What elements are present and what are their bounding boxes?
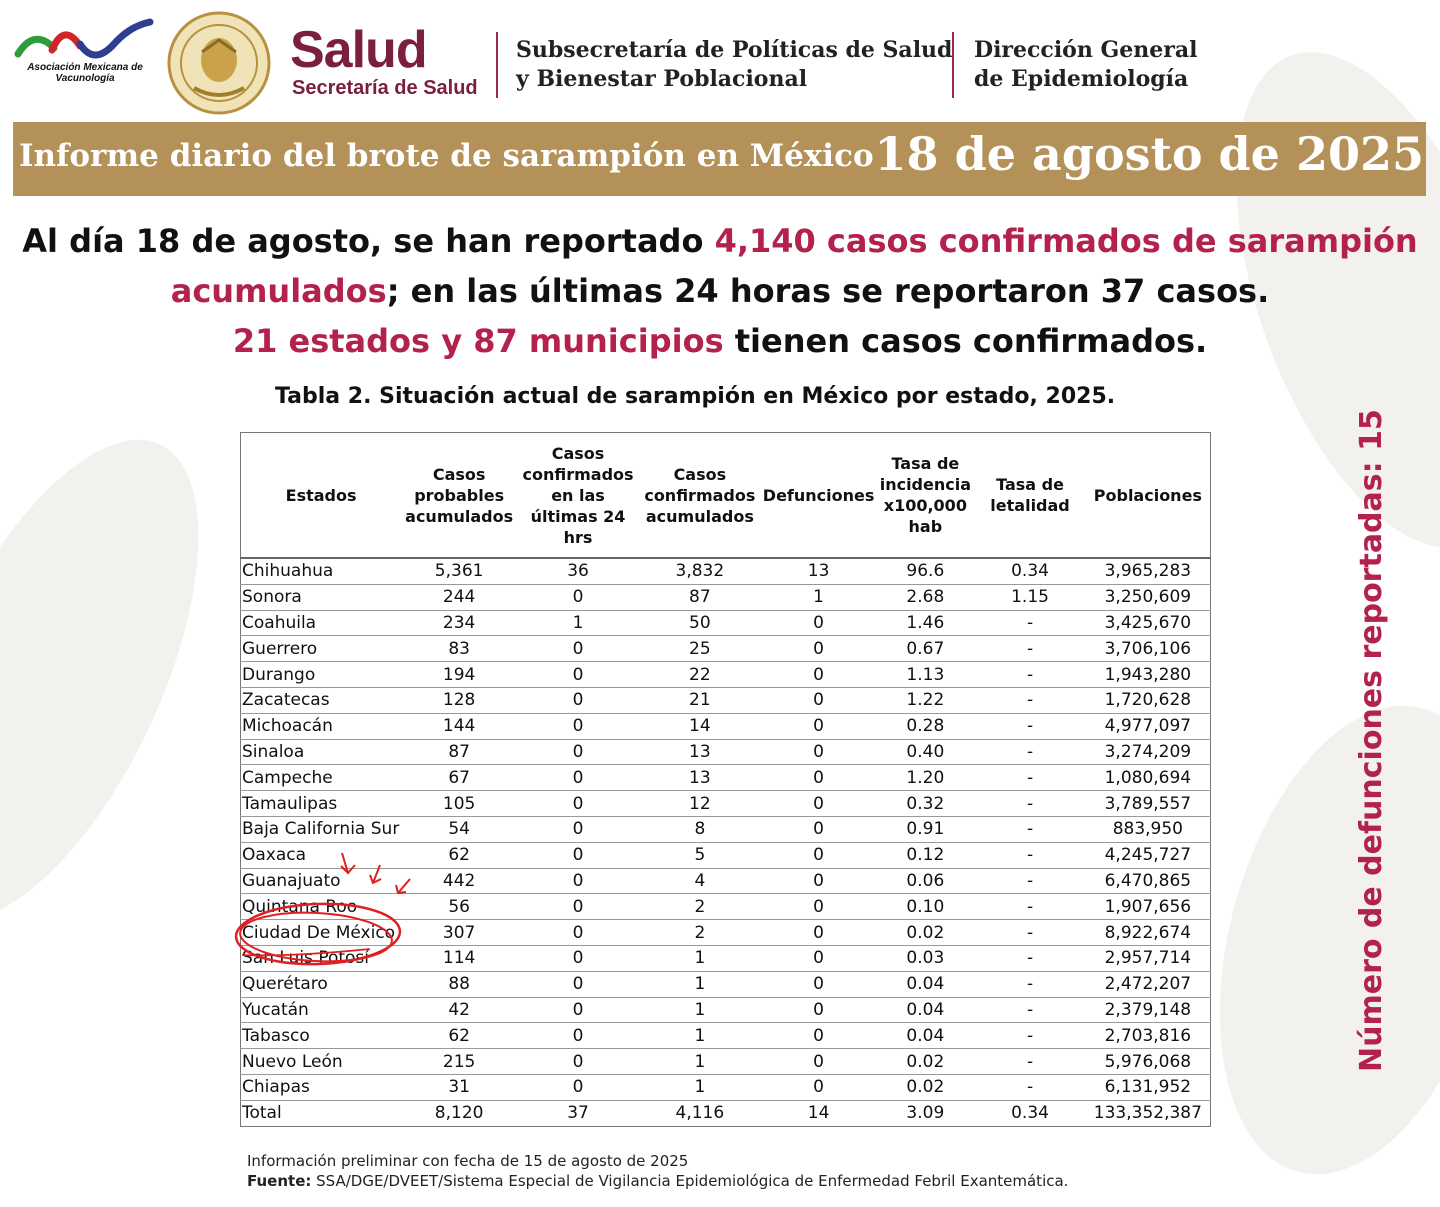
- table-title: Tabla 2. Situación actual de sarampión en México por estado, 2025.: [275, 384, 1116, 409]
- table-cell: 0: [761, 920, 877, 946]
- table-cell: 1: [517, 610, 639, 636]
- table-cell: 3,832: [639, 558, 761, 584]
- state-name-cell: Tabasco: [241, 1023, 402, 1049]
- table-cell: 0: [517, 1074, 639, 1100]
- table-cell: 1,907,656: [1086, 894, 1211, 920]
- state-name-cell: Sonora: [241, 584, 402, 610]
- table-cell: 0: [761, 687, 877, 713]
- table-header-row: [241, 433, 1211, 559]
- table-cell: -: [974, 791, 1085, 817]
- column-header: Casos confirmados acumulados: [639, 433, 761, 559]
- column-header: Tasa de letalidad: [974, 433, 1085, 559]
- table-row: [241, 558, 1211, 584]
- divider: [952, 32, 954, 98]
- table-cell: -: [974, 765, 1085, 791]
- table-cell: 83: [401, 636, 517, 662]
- table-cell: 194: [401, 662, 517, 688]
- table-cell: 6,470,865: [1086, 868, 1211, 894]
- table-cell: 0.34: [974, 558, 1085, 584]
- table-row: [241, 816, 1211, 842]
- table-cell: 1: [639, 945, 761, 971]
- table-cell: 114: [401, 945, 517, 971]
- table-cell: 442: [401, 868, 517, 894]
- table-cell: 0.28: [876, 713, 974, 739]
- table-cell: -: [974, 920, 1085, 946]
- total-cell: 133,352,387: [1093, 1103, 1202, 1124]
- table-cell: 0: [517, 997, 639, 1023]
- table-cell: 0: [761, 868, 877, 894]
- table-cell: 3,274,209: [1086, 739, 1211, 765]
- table-cell: -: [974, 662, 1085, 688]
- table-cell: -: [974, 1074, 1085, 1100]
- table-cell: 22: [639, 662, 761, 688]
- table-cell: 87: [639, 584, 761, 610]
- table-cell: 6,131,952: [1086, 1074, 1211, 1100]
- table-cell: -: [974, 894, 1085, 920]
- table-cell: 0: [517, 945, 639, 971]
- amv-name: Asociación Mexicana de Vacunología: [27, 62, 143, 84]
- table-cell: 244: [401, 584, 517, 610]
- table-cell: 883,950: [1086, 816, 1211, 842]
- background-leaf: [0, 398, 260, 962]
- table-cell: 12: [639, 791, 761, 817]
- table-cell: 0: [517, 713, 639, 739]
- table-cell: 0.04: [876, 997, 974, 1023]
- table-cell: 0: [761, 945, 877, 971]
- table-cell: 0: [761, 1049, 877, 1075]
- state-name-cell: Baja California Sur: [241, 816, 402, 842]
- state-name-cell: Querétaro: [241, 971, 402, 997]
- total-label-cell: Total: [242, 1103, 282, 1124]
- table-cell: 62: [401, 1023, 517, 1049]
- table-cell: -: [974, 868, 1085, 894]
- table-cell: 0: [761, 739, 877, 765]
- total-cell: 14: [807, 1103, 830, 1124]
- table-cell: -: [974, 816, 1085, 842]
- divider: [496, 32, 498, 98]
- table-cell: 13: [761, 558, 877, 584]
- table-cell: 2: [639, 920, 761, 946]
- report-banner: [13, 122, 1426, 196]
- table-cell: 3,425,670: [1086, 610, 1211, 636]
- table-cell: 0.12: [876, 842, 974, 868]
- state-name-cell: Nuevo León: [241, 1049, 402, 1075]
- total-cell: 0.34: [1011, 1103, 1049, 1124]
- column-header: Casos confirmados en las últimas 24 hrs: [517, 433, 639, 559]
- total-cell: 4,116: [675, 1103, 725, 1124]
- table-cell: 105: [401, 791, 517, 817]
- column-header: Casos probables acumulados: [401, 433, 517, 559]
- table-row: [241, 997, 1211, 1023]
- table-cell: 67: [401, 765, 517, 791]
- table-cell: 2,472,207: [1086, 971, 1211, 997]
- table-cell: -: [974, 636, 1085, 662]
- table-cell: 0: [517, 816, 639, 842]
- deaths-side-note: Número de defunciones reportadas: 15: [1354, 409, 1389, 1072]
- direccion-name: Dirección General de Epidemiología: [974, 37, 1198, 92]
- table-cell: 0: [517, 791, 639, 817]
- table-cell: 4,245,727: [1086, 842, 1211, 868]
- table-row: [241, 1049, 1211, 1075]
- table-cell: 0.04: [876, 971, 974, 997]
- header: [0, 0, 1440, 120]
- table-cell: 0: [517, 662, 639, 688]
- table-row: [241, 739, 1211, 765]
- table-cell: 4,977,097: [1086, 713, 1211, 739]
- table-cell: 0: [517, 687, 639, 713]
- table-cell: -: [974, 610, 1085, 636]
- table-cell: 0: [761, 997, 877, 1023]
- table-cell: 21: [639, 687, 761, 713]
- table-cell: 0: [517, 971, 639, 997]
- table-cell: -: [974, 1049, 1085, 1075]
- table-row: [241, 662, 1211, 688]
- table-cell: 96.6: [876, 558, 974, 584]
- table-cell: 1.46: [876, 610, 974, 636]
- table-cell: 1,943,280: [1086, 662, 1211, 688]
- table-cell: 144: [401, 713, 517, 739]
- table-cell: 3,250,609: [1086, 584, 1211, 610]
- table-cell: 3,789,557: [1086, 791, 1211, 817]
- table-cell: -: [974, 1023, 1085, 1049]
- table-cell: 307: [401, 920, 517, 946]
- table-cell: 0: [517, 1049, 639, 1075]
- state-name-cell: Durango: [241, 662, 402, 688]
- table-cell: 0: [761, 842, 877, 868]
- state-name-cell: San Luis Potosí: [241, 945, 402, 971]
- table-row: [241, 765, 1211, 791]
- table-cell: 0: [761, 971, 877, 997]
- table-row: [241, 636, 1211, 662]
- table-cell: 0: [517, 920, 639, 946]
- table-cell: 0.91: [876, 816, 974, 842]
- state-name-cell: Tamaulipas: [241, 791, 402, 817]
- table-cell: 50: [639, 610, 761, 636]
- table-cell: 0: [517, 868, 639, 894]
- state-name-cell: Oaxaca: [241, 842, 402, 868]
- table-row: [241, 842, 1211, 868]
- table-cell: 0: [517, 765, 639, 791]
- table-cell: 0: [761, 1023, 877, 1049]
- table-cell: -: [974, 842, 1085, 868]
- table-cell: -: [974, 713, 1085, 739]
- column-header: Estados: [241, 433, 402, 559]
- state-name-cell: Zacatecas: [241, 687, 402, 713]
- column-header: Tasa de incidencia x100,000 hab: [876, 433, 974, 559]
- table-cell: 0: [517, 636, 639, 662]
- table-cell: -: [974, 739, 1085, 765]
- table-cell: 5,976,068: [1086, 1049, 1211, 1075]
- table-cell: 4: [639, 868, 761, 894]
- table-row: [241, 945, 1211, 971]
- table-cell: 0: [761, 662, 877, 688]
- salud-logo-subtitle: Secretaría de Salud: [292, 77, 478, 99]
- table-cell: 54: [401, 816, 517, 842]
- table-cell: 8: [639, 816, 761, 842]
- table-cell: 1.13: [876, 662, 974, 688]
- state-name-cell: Coahuila: [241, 610, 402, 636]
- table-cell: 14: [639, 713, 761, 739]
- table-cell: 5,361: [401, 558, 517, 584]
- table-cell: 0.02: [876, 1074, 974, 1100]
- table-cell: 1,080,694: [1086, 765, 1211, 791]
- table-cell: 0: [517, 842, 639, 868]
- table-cell: 1: [639, 1049, 761, 1075]
- table-cell: 5: [639, 842, 761, 868]
- state-name-cell: Chiapas: [241, 1074, 402, 1100]
- table-cell: 0: [761, 816, 877, 842]
- background-leaf: [1172, 675, 1440, 1206]
- table-cell: 0.02: [876, 920, 974, 946]
- table-row: [241, 791, 1211, 817]
- table-cell: 0: [761, 791, 877, 817]
- table-cell: 0: [761, 610, 877, 636]
- table-row: [241, 971, 1211, 997]
- table-cell: 3,965,283: [1086, 558, 1211, 584]
- salud-logo-title: Salud: [290, 21, 427, 79]
- table-row: [241, 1023, 1211, 1049]
- table-cell: 88: [401, 971, 517, 997]
- table-cell: 234: [401, 610, 517, 636]
- table-cell: 0.06: [876, 868, 974, 894]
- table-cell: 0: [761, 636, 877, 662]
- table-cell: 0: [761, 765, 877, 791]
- table-cell: 0: [517, 894, 639, 920]
- table-cell: 25: [639, 636, 761, 662]
- banner-title: Informe diario del brote de sarampión en México: [19, 138, 874, 174]
- table-row: [241, 894, 1211, 920]
- table-cell: 1,720,628: [1086, 687, 1211, 713]
- table-cell: 0.02: [876, 1049, 974, 1075]
- column-header: Poblaciones: [1086, 433, 1211, 559]
- table-cell: 0: [517, 584, 639, 610]
- table-cell: 0.04: [876, 1023, 974, 1049]
- table-row: [241, 868, 1211, 894]
- state-name-cell: Sinaloa: [241, 739, 402, 765]
- table-cell: 1: [761, 584, 877, 610]
- table-cell: 0: [761, 894, 877, 920]
- state-name-cell: Guerrero: [241, 636, 402, 662]
- table-cell: 2,379,148: [1086, 997, 1211, 1023]
- table-cell: -: [974, 945, 1085, 971]
- table-cell: 1.20: [876, 765, 974, 791]
- table-cell: 1: [639, 1023, 761, 1049]
- table-cell: 0: [517, 1023, 639, 1049]
- table-cell: 13: [639, 739, 761, 765]
- table-cell: 2.68: [876, 584, 974, 610]
- table-cell: 215: [401, 1049, 517, 1075]
- table-cell: 0.67: [876, 636, 974, 662]
- table-row: [241, 610, 1211, 636]
- table-cell: 0.03: [876, 945, 974, 971]
- table-cell: 1: [639, 971, 761, 997]
- table-cell: 42: [401, 997, 517, 1023]
- state-name-cell: Chihuahua: [241, 558, 402, 584]
- state-name-cell: Michoacán: [241, 713, 402, 739]
- table-row: [241, 584, 1211, 610]
- total-cell: 8,120: [434, 1103, 484, 1124]
- table-cell: 2,957,714: [1086, 945, 1211, 971]
- highlight-states-municipalities: 21 estados y 87 municipios: [232, 322, 724, 360]
- subsecretaria-name: Subsecretaría de Políticas de Salud y Bienestar Poblacional: [516, 37, 953, 92]
- table-row: [241, 1074, 1211, 1100]
- table-cell: 1.22: [876, 687, 974, 713]
- table-cell: 0.32: [876, 791, 974, 817]
- table-cell: 0.10: [876, 894, 974, 920]
- table-cell: 56: [401, 894, 517, 920]
- table-cell: 1: [639, 1074, 761, 1100]
- headline-summary: Al día 18 de agosto, se han reportado 4,140 casos confirmados de sarampión acumulados; en las últimas 24 horas se reportaron 37 casos. 21 estados y 87 municipios tienen casos confirmados.: [22, 222, 1418, 360]
- footnote-source: Fuente: SSA/DGE/DVEET/Sistema Especial de Vigilancia Epidemiológica de Enfermedad Febril Exantemática.: [247, 1172, 1069, 1190]
- table-cell: 62: [401, 842, 517, 868]
- mexico-seal-icon: [164, 10, 274, 116]
- state-name-cell: Quintana Roo: [241, 894, 402, 920]
- table-cell: 8,922,674: [1086, 920, 1211, 946]
- table-cell: 1: [639, 997, 761, 1023]
- highlight-confirmed-cases: 4,140 casos confirmados de sarampión acumulados: [170, 222, 1418, 310]
- total-cell: 37: [567, 1103, 589, 1124]
- table-cell: 0.40: [876, 739, 974, 765]
- table-row: [241, 687, 1211, 713]
- table-cell: 2: [639, 894, 761, 920]
- footnote-preliminary: Información preliminar con fecha de 15 de agosto de 2025: [247, 1152, 689, 1170]
- table-cell: 0: [517, 739, 639, 765]
- state-name-cell: Ciudad De México: [241, 920, 402, 946]
- table-cell: 128: [401, 687, 517, 713]
- banner-date: 18 de agosto de 2025: [874, 127, 1424, 181]
- table-row: [241, 713, 1211, 739]
- state-name-cell: Yucatán: [241, 997, 402, 1023]
- table-cell: -: [974, 971, 1085, 997]
- state-name-cell: Campeche: [241, 765, 402, 791]
- table-cell: 3,706,106: [1086, 636, 1211, 662]
- table-cell: 13: [639, 765, 761, 791]
- state-name-cell: Guanajuato: [241, 868, 402, 894]
- table-cell: 2,703,816: [1086, 1023, 1211, 1049]
- table-cell: 0: [761, 1074, 877, 1100]
- total-cell: 3.09: [906, 1103, 945, 1124]
- table-cell: 36: [517, 558, 639, 584]
- table-cell: 0: [761, 713, 877, 739]
- column-header: Defunciones: [761, 433, 877, 559]
- table-cell: 1.15: [974, 584, 1085, 610]
- table-row: [241, 920, 1211, 946]
- table-cell: -: [974, 997, 1085, 1023]
- table-cell: 31: [401, 1074, 517, 1100]
- total-row: [241, 1100, 1211, 1126]
- table-cell: -: [974, 687, 1085, 713]
- measles-by-state-table: [240, 432, 1211, 1127]
- table-cell: 87: [401, 739, 517, 765]
